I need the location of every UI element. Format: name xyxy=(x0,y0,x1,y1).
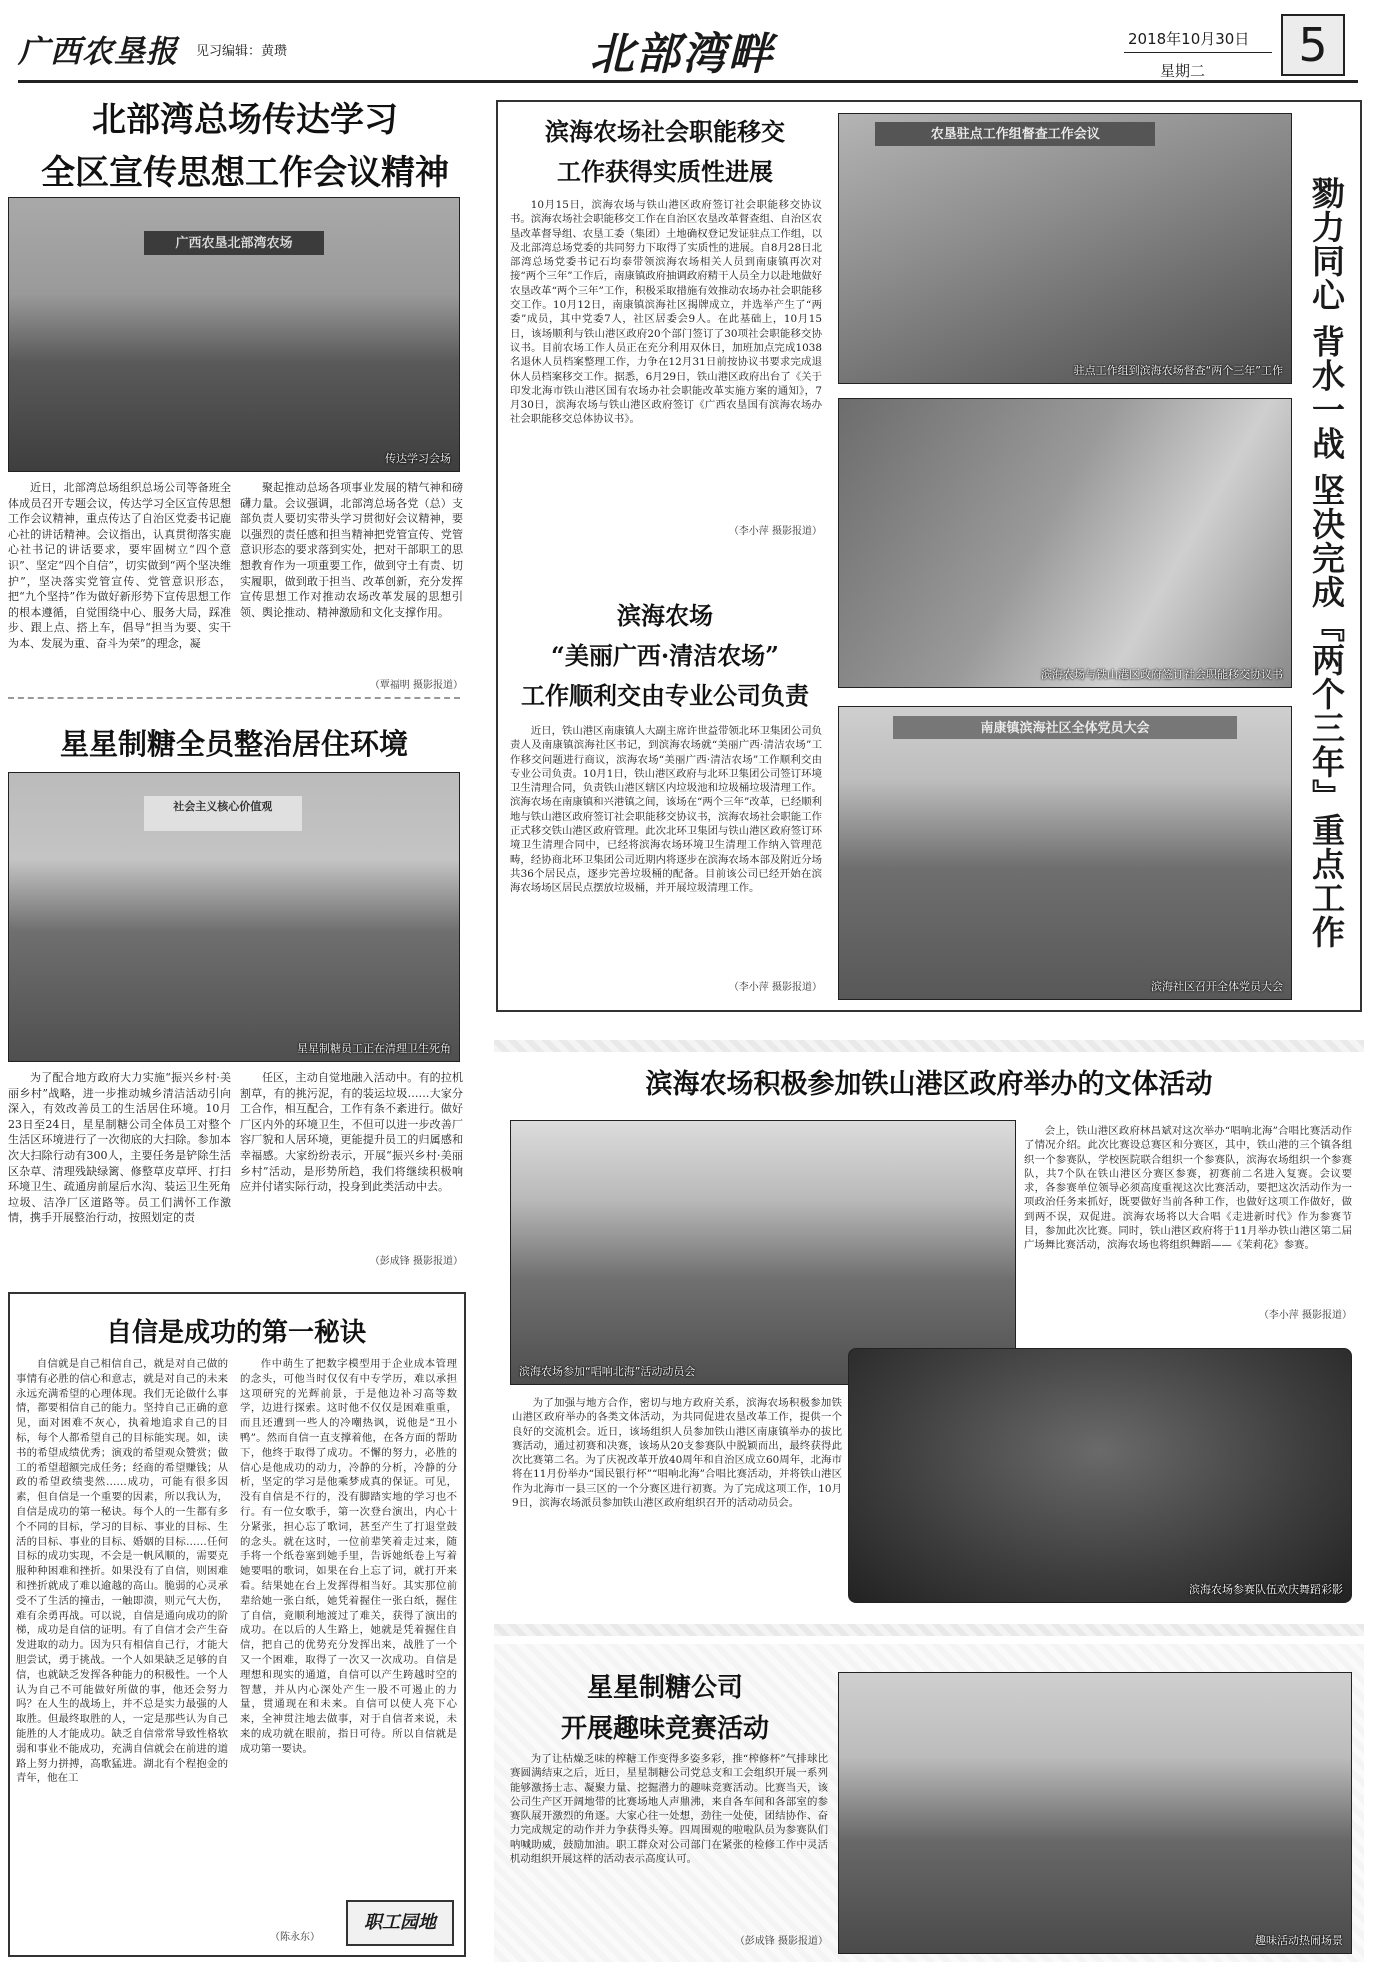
right-photo-2-caption: 滨海农场与铁山港区政府签订社会职能移交协议书 xyxy=(1041,668,1283,681)
a2-title: 星星制糖全员整治居住环境 xyxy=(59,727,408,761)
a7-byline: （彭成锋 摄影报道） xyxy=(734,1936,828,1947)
a3-column-logo: 职工园地 xyxy=(346,1900,454,1946)
a5-title-line2: “美丽广西·清洁农场” xyxy=(551,641,779,670)
issue-date: 2018年10月30日 xyxy=(1128,30,1250,48)
page-number: 5 xyxy=(1281,14,1345,76)
a5-title-line3: 工作顺利交由专业公司负责 xyxy=(521,681,809,710)
a2-photo-caption: 星星制糖员工正在清理卫生死角 xyxy=(297,1042,451,1055)
right-photo-3-banner: 南康镇滨海社区全体党员大会 xyxy=(893,716,1237,739)
a1-photo xyxy=(8,197,460,472)
a7-title-line1: 星星制糖公司 xyxy=(586,1673,743,1703)
a2-byline: （彭成锋 摄影报道） xyxy=(369,1256,463,1267)
a1-col2: 聚起推动总场各项事业发展的精气神和磅礴力量。会议强调，北部湾总场各党（总）支部负责人要切实带头学习贯彻好会议精神，要以强烈的责任感和担当精神把党管宣传、党管意识形态的要求落到实处，把对干部职工的思想教育作为一项重要工作，做到守土有责、切实履职，做到敢于担当、改革创新，充分发挥宣传思想工作对推动农场改革发展的思想引领、舆论推动、精神激励和文化支撑作用。 xyxy=(240,481,463,619)
a6-bottom-text: 为了加强与地方合作，密切与地方政府关系，滨海农场积极参加铁山港区政府举办的各类文体活动，为共同促进农垦改革工作，提供一个良好的交流机会。近日，该场组织人员参加铁山港区南康镇举办的拔比赛活动，通过初赛和决赛，该场从20支参赛队中脱颖而出，最终获得此次比赛第二名。为了庆祝改革开放40周年和自治区成立60周年，北海市将在11月份举办“国民银行杯”“唱响北海”合唱比赛活动，并将铁山港区作为北海市一县三区的一个分赛区进行初赛。为了完成这项工作，10月9日，滨海农场派员参加铁山港区政府组织召开的活动动员会。 xyxy=(512,1397,842,1510)
a6-photo-2 xyxy=(848,1348,1352,1603)
a3-byline: （陈永东） xyxy=(270,1932,320,1943)
a1-title-line2: 全区宣传思想工作会议精神 xyxy=(41,153,449,193)
a7-title-line2: 开展趣味竞赛活动 xyxy=(560,1714,769,1744)
a5-byline: （李小萍 摄影报道） xyxy=(728,982,822,993)
a1-photo-banner: 广西农垦北部湾农场 xyxy=(144,231,324,256)
issue-weekday: 星期二 xyxy=(1160,62,1206,80)
right-photo-1 xyxy=(838,113,1292,384)
a1-title-line1: 北部湾总场传达学习 xyxy=(92,100,398,140)
a1-col1: 近日，北部湾总场组织总场公司等备班全体成员召开专题会议，传达学习全区宣传思想工作会议精神，重点传达了自治区党委书记鹿心社的讲话精神。会议指出，认真贯彻落实鹿心社书记的讲话要求，要牢固树立“四个意识”、坚定“四个自信”，切实做到“两个坚决维护”，坚决落实党管宣传、党管意识形态，把“九个坚持”作为做好新形势下宣传思想工作的根本遵循，自觉围绕中心、服务大局，踩准步、跟上点、搭上车，倡导“担当为要、实干为本、发展为重、奋斗为荣”的理念，凝 xyxy=(8,481,231,650)
a4-title-line2: 工作获得实质性进展 xyxy=(557,157,773,186)
a4-byline: （李小萍 摄影报道） xyxy=(728,526,822,537)
a3-title: 自信是成功的第一秘诀 xyxy=(105,1318,366,1348)
vertical-slogan: 勠力同心 背水一战 坚决完成『两个三年』重点工作 xyxy=(1307,175,1346,949)
a6-photo-1-caption: 滨海农场参加“唱响北海”活动动员会 xyxy=(519,1365,696,1378)
a3-col2: 作中萌生了把数字模型用于企业成本管理的念头，可他当时仅仅有中专学历，难以承担这项研究的光辉前景，于是他边补习高等数学，边进行探索。这时他不仅仅是困难重重，而且还遭到一些人的冷嘲热讽，说他是“丑小鸭”。然而自信一直支撑着他，在各方面的帮助下，他终于取得了成功。不懈的努力，必胜的信心是他成功的动力，冷静的分析，冷静的分析，坚定的学习是他乘梦成真的保证。可见，没有自信是不行的，没有脚踏实地的学习也不行。有一位女歌手，第一次登台演出，内心十分紧张，担心忘了歌词，甚至产生了打退堂鼓的念头。就在这时，一位前辈笑着走过来，随手将一个纸卷塞到她手里，告诉她纸卷上写着她要唱的歌词，如果在台上忘了词，就打开来看。结果她在台上发挥得相当好。其实那位前辈给她一张白纸，她凭着握住一张白纸，握住了自信，竟顺利地渡过了难关，获得了演出的成功。在以后的人生路上，她就是凭着握住自信，把自己的优势充分发挥出来，战胜了一个又一个困难，取得了一次又一次成功。自信是理想和现实的通道，自信可以产生跨越时空的智慧，并从内心深处产生一股不可遏止的力量，贯通现在和未来。自信可以使人亮下心来，全神贯注地去做事，对于自信者来说，未来的成功就在眼前，指日可待。所以自信就是成功第一要诀。 xyxy=(240,1358,457,1755)
right-photo-1-caption: 驻点工作组到滨海农场督查“两个三年”工作 xyxy=(1073,364,1283,377)
a2-photo xyxy=(8,772,460,1062)
right-photo-3 xyxy=(838,706,1292,1000)
editor-credit: 见习编辑：黄瓒 xyxy=(196,44,288,59)
right-photo-3-caption: 滨海社区召开全体党员大会 xyxy=(1151,980,1283,993)
a5-body: 近日，铁山港区南康镇人大副主席许世益带领北环卫集团公司负责人及南康镇滨海社区书记，到滨海农场就“美丽广西·清洁农场”工作移交问题进行商议，滨海农场“美丽广西·清洁农场”工作顺利交由专业公司负责。10月1日，铁山港区政府与北环卫集团公司签订环境卫生清理合同，负责铁山港区辖区内垃圾池和垃圾桶垃圾清理工作。滨海农场在南康镇和兴港镇之间，该场在“两个三年”改革，已经顺利地与铁山港区政府签订社会职能移交协议书，滨海农场社会职能工作正式移交铁山港区政府管理。此次北环卫集团与铁山港区政府签订环境卫生清理合同中，已经将滨海农场环境卫生清理工作纳入管理范畴，经协商北环卫集团公司近期内将逐步在滨海农场本部及附近分场共36个居民点，逐步完善垃圾桶的配备。目前该公司已经开始在滨海农场场区居民点摆放垃圾桶，并开展垃圾清理工作。 xyxy=(510,725,822,895)
right-photo-2 xyxy=(838,398,1292,688)
a6-right-byline: （李小萍 摄影报道） xyxy=(1258,1310,1352,1321)
a3-col1: 自信就是自己相信自己，就是对自己做的事情有必胜的信心和意志，就是对自己的未来永远充满希望的心理体现。我们无论做什么事情，都要相信自己的能力。坚持自己正确的意见，面对困难不灰心，执着地追求自己的目标，每个人都希望自己的目标能实现。如，读书的希望成绩优秀；演戏的希望观众赞赏；做工的希望超额完成任务；经商的希望赚钱；从政的希望政绩斐然……成功，可能有很多因素，但自信是一个重要的因素，所以我认为，自信是成功的第一秘诀。每个人的一生都有多个不同的目标，学习的目标、事业的目标、生活的目标、事业的目标、婚姻的目标……任何目标的成功实现，不会是一帆风顺的，需要克服种种困难和挫折。如果没有了自信，则困难和挫折就成了难以逾越的高山。脆弱的心灵承受不了生活的撞击，一触即溃，则元气大伤，难有余勇再战。可以说，自信是通向成功的阶梯，成功是自信的证明。有了自信才会产生奋发进取的动力。因为只有相信自己行，才能大胆尝试，勇于挑战。一个人如果缺乏足够的自信，也就缺乏发挥各种能力的积极性。一个人认为自己不可能做好所做的事，他还会努力吗？在人生的战场上，并不总是实力最强的人取胜。但最终取胜的人，一定是那些认为自己能胜的人才能成功。缺乏自信常常导致性格软弱和事业不能成功，充满自信就会在前进的道路上努力拼搏，高歌猛进。湖北有个程抱金的青年，他在工 xyxy=(16,1358,228,1785)
section-logo: 北部湾畔 xyxy=(590,29,774,80)
a6-photo-1 xyxy=(510,1120,1016,1385)
a4-title-line1: 滨海农场社会职能移交 xyxy=(545,117,785,146)
a6-photo-2-caption: 滨海农场参赛队伍欢庆舞蹈彩影 xyxy=(1189,1583,1343,1596)
right-photo-1-banner: 农垦驻点工作组督查工作会议 xyxy=(875,122,1155,146)
a2-photo-banner: 社会主义核心价值观 xyxy=(144,796,302,831)
a6-right-text: 会上，铁山港区政府林昌斌对这次举办“唱响北海”合唱比赛活动作了情况介绍。此次比赛设总赛区和分赛区，其中，铁山港的三个镇各组织一个参赛队，学校医院联合组织一个参赛队，滨海农场组织一个参赛队，共7个队在铁山港区分赛区参赛，初赛前二名进入复赛。会议要求，各参赛单位领导必须高度重视这次比赛活动，要把这次活动作为一项政治任务来抓好，既要做好当前各种工作，也做好这项工作做好，做到两不误，双促进。滨海农场将以大合唱《走进新时代》作为参赛节目，参加此次比赛。同时，铁山港区政府将于11月举办铁山港区第二届广场舞比赛活动，滨海农场也将组织舞蹈——《茉莉花》参赛。 xyxy=(1024,1125,1352,1252)
a7-photo xyxy=(838,1672,1352,1954)
a5-title-line1: 滨海农场 xyxy=(617,601,713,630)
a7-body: 为了让枯燥乏味的榨糖工作变得多姿多彩，推“榨修杯”气排球比赛圆满结束之后，近日，星星制糖公司党总支和工会组织开展一系列能够激扬士志、凝聚力量、挖掘潜力的趣味竞赛活动。比赛当天，该公司生产区开阔地带的比赛场地人声鼎沸，来自各车间和各部室的参赛队展开激烈的角逐。大家心往一处想，劲往一处使，团结协作、奋力完成规定的动作并力争获得头筹。四周围观的啦啦队员为参赛队们呐喊助威，鼓励加油。职工群众对公司部门在紧张的检修工作中灵活机动组织开展这样的活动表示高度认可。 xyxy=(510,1753,828,1866)
a2-col1: 为了配合地方政府大力实施“振兴乡村·美丽乡村”战略，进一步推动城乡清洁活动引向深入，有效改善员工的生活居住环境。10月23日至24日，星星制糖公司全体员工对整个生活区环境进行了一次彻底的大扫除。参加本次大扫除行动有300人，主要任务是铲除生活区杂草、清理残缺绿篱、修整草皮草坪、打扫环境卫生、疏通房前屋后水沟、装运卫生死角垃圾、洁净厂区道路等。员工们满怀工作激情，携手开展整治行动，按照划定的责 xyxy=(8,1071,231,1225)
paper-logo: 广西农垦报 xyxy=(18,34,178,70)
a7-photo-caption: 趣味活动热闹场景 xyxy=(1255,1934,1343,1947)
a6-title: 滨海农场积极参加铁山港区政府举办的文体活动 xyxy=(645,1069,1213,1100)
a4-body: 10月15日，滨海农场与铁山港区政府签订社会职能移交协议书。滨海农场社会职能移交工作在自治区农垦改革督查组、自治区农垦改革督导组、农垦工委（集团）土地确权登记发证驻点工作组，以及北部湾总场党委的共同努力下取得了实质性的进展。自8月28日北部湾总场党委书记石均泰带领滨海农场相关人员到南康镇再次对接“两个三年”工作后，南康镇政府抽调政府精干人员全力以赴地做好农垦改革“两个三年”工作，积极采取措施有效推动农场办社会职能移交工作。10月12日，南康镇滨海社区揭牌成立，并选举产生了“两委”成员，其中党委7人，社区居委会9人。在此基础上，10月15日，该场顺利与铁山港区政府20个部门签订了30项社会职能移交协议书。目前农场工作人员正在充分利用双休日，加班加点完成1038名退休人员档案整理工作，力争在12月31日前按协议书要求完成退休人员档案移交工作。据悉，6月29日，铁山港区政府出台了《关于印发北海市铁山港区国有农场办社会职能改革实施方案的通知》，7月30日，滨海农场与铁山港区政府签订《广西农垦国有滨海农场办社会职能移交总体协议书》。 xyxy=(510,199,822,426)
a1-byline: （覃福明 摄影报道） xyxy=(369,680,463,691)
a2-col2: 任区，主动自觉地融入活动中。有的拉机割草，有的挑污泥，有的装运垃圾……大家分工合作，相互配合，工作有条不紊进行。做好厂区内外的环境卫生，不但可以进一步改善厂容厂貌和人居环境，更能提升员工的归属感和幸福感。大家纷纷表示，开展“振兴乡村·美丽乡村”活动，是形势所趋，我们将继续积极响应并付诸实际行动，投身到此类活动中去。 xyxy=(240,1071,463,1194)
a1-photo-caption: 传达学习会场 xyxy=(385,452,451,465)
